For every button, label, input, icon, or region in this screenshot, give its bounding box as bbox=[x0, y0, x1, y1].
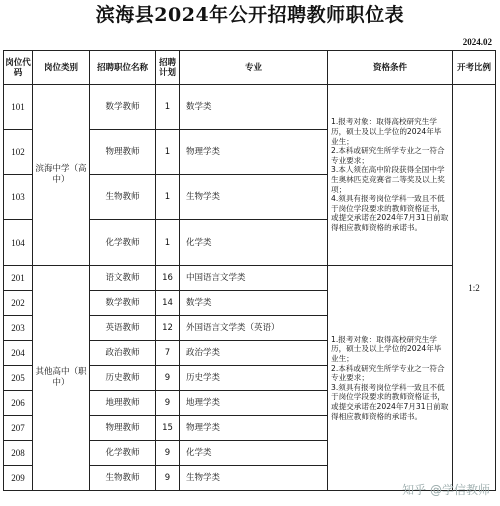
position-category: 滨海中学（高中） bbox=[33, 85, 90, 266]
position-major: 政治学类 bbox=[180, 341, 328, 366]
requirements-text: 1.报考对象：取得高校研究生学历，硕士及以上学位的2024年毕业生； 2.本科或研究生所学专业之一符合专业要求； 3.须具有报考岗位学科一致且不低于岗位学段要求的教师资格证书，或提交承诺在2024年7月31日前取得相应教师资格的承诺书。 bbox=[331, 334, 449, 421]
position-count: 9 bbox=[156, 391, 180, 416]
position-count: 14 bbox=[156, 291, 180, 316]
header-row bbox=[4, 51, 496, 85]
positions-table bbox=[3, 50, 496, 491]
exam-ratio: 1:2 bbox=[453, 85, 496, 491]
position-major: 化学类 bbox=[180, 220, 328, 266]
position-count: 1 bbox=[156, 220, 180, 266]
position-name: 化学教师 bbox=[90, 441, 156, 466]
position-count: 9 bbox=[156, 366, 180, 391]
position-count: 16 bbox=[156, 266, 180, 291]
position-name: 数学教师 bbox=[90, 85, 156, 130]
position-major: 生物学类 bbox=[180, 175, 328, 220]
position-count: 1 bbox=[156, 85, 180, 130]
position-name: 地理教师 bbox=[90, 391, 156, 416]
table-row bbox=[4, 85, 496, 130]
position-code: 209 bbox=[4, 466, 33, 491]
position-name: 物理教师 bbox=[90, 130, 156, 175]
position-name: 生物教师 bbox=[90, 466, 156, 491]
position-code: 104 bbox=[4, 220, 33, 266]
position-major: 外国语言文学类（英语） bbox=[180, 316, 328, 341]
position-name: 政治教师 bbox=[90, 341, 156, 366]
position-major: 化学类 bbox=[180, 441, 328, 466]
position-major: 数学类 bbox=[180, 85, 328, 130]
position-code: 101 bbox=[4, 85, 33, 130]
position-major: 历史学类 bbox=[180, 366, 328, 391]
position-name: 生物教师 bbox=[90, 175, 156, 220]
position-code: 102 bbox=[4, 130, 33, 175]
position-count: 9 bbox=[156, 441, 180, 466]
position-name: 英语教师 bbox=[90, 316, 156, 341]
position-count: 1 bbox=[156, 175, 180, 220]
position-name: 语文教师 bbox=[90, 266, 156, 291]
requirements-group2 bbox=[328, 266, 453, 491]
position-code: 207 bbox=[4, 416, 33, 441]
watermark: 知乎 @学信教师 bbox=[402, 483, 490, 497]
header-major: 专业 bbox=[180, 51, 328, 85]
date-label: 2024.02 bbox=[462, 37, 492, 47]
position-code: 202 bbox=[4, 291, 33, 316]
position-code: 205 bbox=[4, 366, 33, 391]
page-title: 滨海县2024年公开招聘教师职位表 bbox=[95, 4, 405, 26]
position-count: 9 bbox=[156, 466, 180, 491]
position-major: 中国语言文学类 bbox=[180, 266, 328, 291]
position-major: 数学类 bbox=[180, 291, 328, 316]
position-count: 7 bbox=[156, 341, 180, 366]
position-count: 12 bbox=[156, 316, 180, 341]
position-major: 物理学类 bbox=[180, 416, 328, 441]
position-code: 103 bbox=[4, 175, 33, 220]
position-major: 生物学类 bbox=[180, 466, 328, 491]
position-code: 204 bbox=[4, 341, 33, 366]
position-name: 历史教师 bbox=[90, 366, 156, 391]
header-code: 岗位代码 bbox=[4, 51, 33, 85]
requirements-group1 bbox=[328, 85, 453, 266]
header-category: 岗位类别 bbox=[33, 51, 90, 85]
position-code: 206 bbox=[4, 391, 33, 416]
position-name: 化学教师 bbox=[90, 220, 156, 266]
position-major: 物理学类 bbox=[180, 130, 328, 175]
position-code: 201 bbox=[4, 266, 33, 291]
table-row bbox=[4, 266, 496, 291]
header-count: 招聘计划 bbox=[156, 51, 180, 85]
requirements-text: 1.报考对象：取得高校研究生学历，硕士及以上学位的2024年毕业生； 2.本科或研究生所学专业之一符合专业要求； 3.本人须在高中阶段获得全国中学生奥林匹克竞赛省二等奖及以上奖项； 4.须具有报考岗位学科一致且不低于岗位学段要求的教师资格证书，或提交承诺在2024年7月31日前取得相应教师资格的承诺书。 bbox=[331, 117, 449, 232]
position-name: 物理教师 bbox=[90, 416, 156, 441]
position-count: 15 bbox=[156, 416, 180, 441]
header-ratio: 开考比例 bbox=[453, 51, 496, 85]
header-position: 招聘职位名称 bbox=[90, 51, 156, 85]
position-category: 其他高中（职中） bbox=[33, 266, 90, 491]
position-count: 1 bbox=[156, 130, 180, 175]
position-name: 数学教师 bbox=[90, 291, 156, 316]
position-code: 203 bbox=[4, 316, 33, 341]
position-code: 208 bbox=[4, 441, 33, 466]
header-requirements: 资格条件 bbox=[328, 51, 453, 85]
position-major: 地理学类 bbox=[180, 391, 328, 416]
